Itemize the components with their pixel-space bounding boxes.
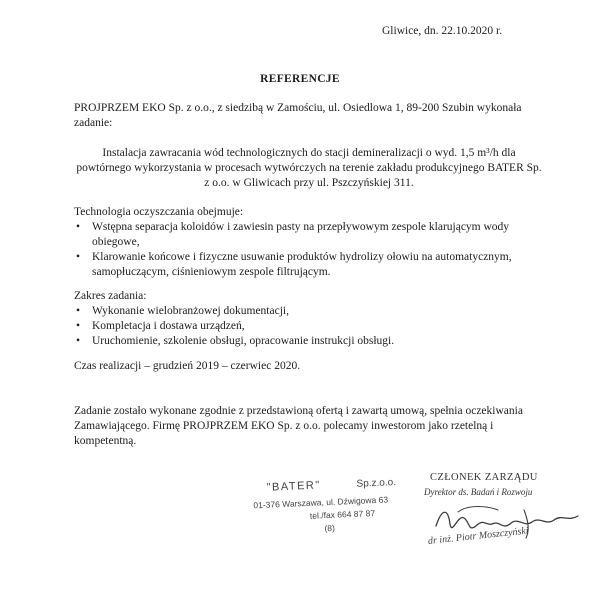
- scope-title: Zakres zadania:: [74, 290, 147, 302]
- signatory-role: CZŁONEK ZARZĄDU: [430, 472, 538, 483]
- signatory-name: dr inż. Piotr Moszczyński: [427, 525, 530, 547]
- technology-title: Technologia oczyszczania obejmuje:: [74, 206, 244, 218]
- list-item: [74, 250, 544, 280]
- stamp-code: (8): [324, 522, 336, 534]
- bullet-icon: •: [76, 305, 81, 317]
- intro-paragraph: PROJPRZEM EKO Sp. z o.o., z siedzibą w Zamościu, ul. Osiedlowa 1, 89-200 Szubin wykonała zadanie:: [74, 102, 522, 129]
- bullet-icon: •: [76, 320, 81, 332]
- list-item: [74, 319, 544, 334]
- document-title: REFERENCJE: [260, 73, 340, 85]
- bullet-icon: •: [76, 221, 81, 233]
- list-item: [74, 220, 544, 250]
- list-item-text: Wykonanie wielobranżowej dokumentacji,: [92, 305, 289, 317]
- bullet-icon: •: [76, 251, 81, 263]
- scope-list: [74, 304, 544, 349]
- signature-block: [424, 470, 594, 580]
- signatory-subrole: Dyrektor ds. Badań i Rozwoju: [424, 487, 533, 497]
- closing-paragraph: Zadanie zostało wykonane zgodnie z przedstawioną ofertą i zawartą umową, spełnia oczekiwania Zamawiającego. Firmę PROJPRZEM EKO Sp. z o.o. polecamy inwestorom jako rzetelną i kompetentną.: [74, 405, 523, 447]
- company-stamp: [252, 475, 405, 561]
- list-item-text: Uruchomienie, szkolenie obsługi, opracowanie instrukcji obsługi.: [92, 335, 395, 347]
- list-item-text: Wstępna separacja koloidów i zawiesin pasty na przepływowym zespole klarującym wody obiegowe,: [92, 221, 510, 248]
- scope-section: [74, 289, 544, 349]
- realization-period: Czas realizacji – grudzień 2019 – czerwiec 2020.: [74, 360, 301, 372]
- list-item: [74, 304, 544, 319]
- place-date: Gliwice, dn. 22.10.2020 r.: [382, 25, 503, 37]
- technology-list: [74, 220, 544, 280]
- stamp-brand: "BATER": [266, 479, 322, 494]
- task-description: Instalacja zawracania wód technologicznych do stacji demineralizacji o wyd. 1,5 m³/h dla powtórnego wykorzystania w procesach wytwórczych na terenie zakładu produkcyjnego BATER Sp. z o.o. w Gliwicach przy ul. Pszczyńskiej 311.: [76, 147, 542, 189]
- stamp-address: 01-376 Warszawa, ul. Dźwigowa 63: [253, 494, 389, 511]
- bullet-icon: •: [76, 335, 81, 347]
- stamp-phone: tel./fax 664 87 87: [309, 507, 376, 521]
- technology-section: [74, 205, 544, 280]
- stamp-company-form: Sp.z.o.o.: [356, 477, 397, 490]
- list-item-text: Kompletacja i dostawa urządzeń,: [92, 320, 245, 332]
- list-item: [74, 334, 544, 349]
- list-item-text: Klarowanie końcowe i fizyczne usuwanie produktów hydrolizy ołowiu na automatycznym, samopłuczącym, ciśnieniowym zespole filtrującym.: [92, 251, 512, 278]
